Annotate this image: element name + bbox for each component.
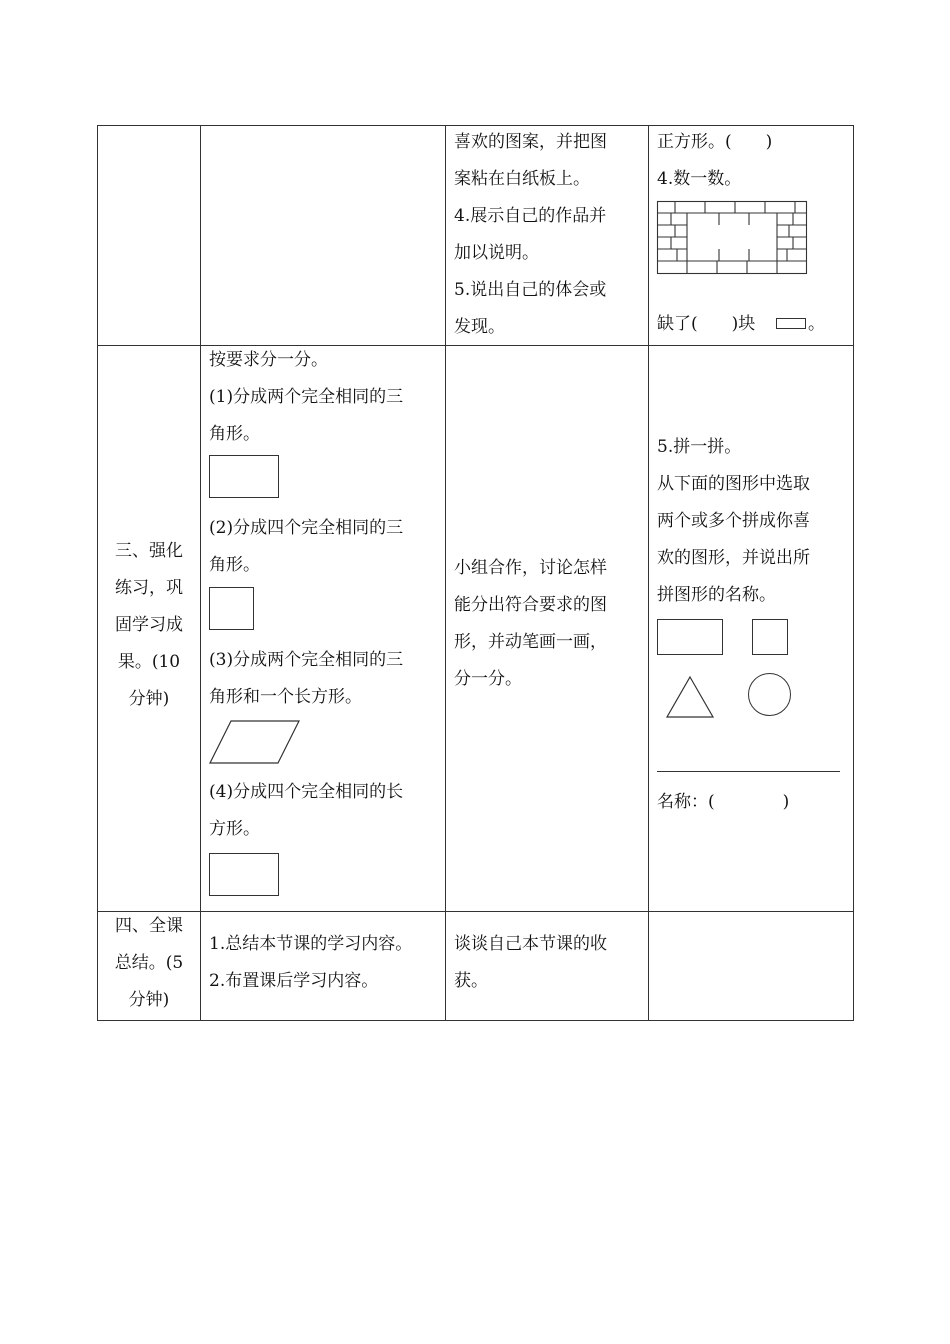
answer-line [657,771,840,772]
end-mark: 。 [808,314,825,334]
stage-cell [98,912,201,1021]
stage-text: 果。(10 [117,652,181,672]
question-1-text: 角形。 [209,424,260,444]
text-line: 1.总结本节课的学习内容。 [209,934,413,954]
student-activity-cell [446,912,649,1021]
text-line: 4.展示自己的作品并 [454,206,607,226]
square-shape [209,587,254,630]
exercise-cell [649,346,854,912]
text-line: 正方形。( ) [657,132,773,152]
circle-shape [748,673,791,716]
text-line: 欢的图形，并说出所 [657,548,810,568]
teacher-activity-cell [201,912,446,1021]
student-activity-cell [446,346,649,912]
teacher-activity-cell [201,346,446,912]
text-line: 5.说出自己的体会或 [454,280,607,300]
text-line: 拼图形的名称。 [657,585,776,605]
table-row [98,346,854,912]
question-4-text: (4)分成四个完全相同的长 [209,782,404,802]
name-label: 名称：( ) [657,792,790,812]
question-title: 4.数一数。 [657,169,742,189]
question-2-text: (2)分成四个完全相同的三 [209,518,404,538]
question-2-text: 角形。 [209,555,260,575]
question-1-text: (1)分成两个完全相同的三 [209,387,404,407]
brick-icon [776,318,806,329]
stage-text: 固学习成 [115,615,183,635]
stage-cell [98,126,201,346]
lesson-plan-table [97,125,854,1021]
rectangle-shape [209,455,279,498]
text-line: 发现。 [454,317,505,337]
table-row [98,126,854,346]
stage-text: 三、强化 [115,541,183,561]
question-4-text: 方形。 [209,819,260,839]
brick-wall-figure [657,201,808,275]
text-line: 能分出符合要求的图 [454,595,607,615]
text-line: 小组合作，讨论怎样 [454,558,607,578]
text-line: 案粘在白纸板上。 [454,169,590,189]
text-line: 获。 [454,971,488,991]
text-line: 加以说明。 [454,243,539,263]
text-line: 从下面的图形中选取 [657,474,810,494]
question-3-text: 角形和一个长方形。 [209,687,362,707]
exercise-cell [649,126,854,346]
student-activity-cell [446,126,649,346]
rectangle-shape [657,619,723,655]
text-line: 2.布置课后学习内容。 [209,971,379,991]
missing-count-text: 缺了( )块 [657,314,756,334]
stage-text: 分钟) [128,990,170,1010]
teacher-activity-cell [201,126,446,346]
rectangle-shape [209,853,279,896]
text-line: 谈谈自己本节课的收 [454,934,607,954]
stage-text: 四、全课 [115,916,183,936]
parallelogram-shape [209,720,301,764]
triangle-shape [666,676,714,718]
text-line: 形，并动笔画一画， [454,632,607,652]
stage-text: 分钟) [128,689,170,709]
instruction-text: 按要求分一分。 [209,350,328,370]
text-line: 两个或多个拼成你喜 [657,511,810,531]
text-line: 喜欢的图案，并把图 [454,132,607,152]
square-shape [752,619,788,655]
stage-text: 练习，巩 [115,578,183,598]
question-3-text: (3)分成两个完全相同的三 [209,650,404,670]
stage-text: 总结。(5 [114,953,184,973]
table-row [98,912,854,1021]
text-line: 分一分。 [454,669,522,689]
stage-cell [98,346,201,912]
exercise-cell [649,912,854,1021]
question-title: 5.拼一拼。 [657,437,742,457]
